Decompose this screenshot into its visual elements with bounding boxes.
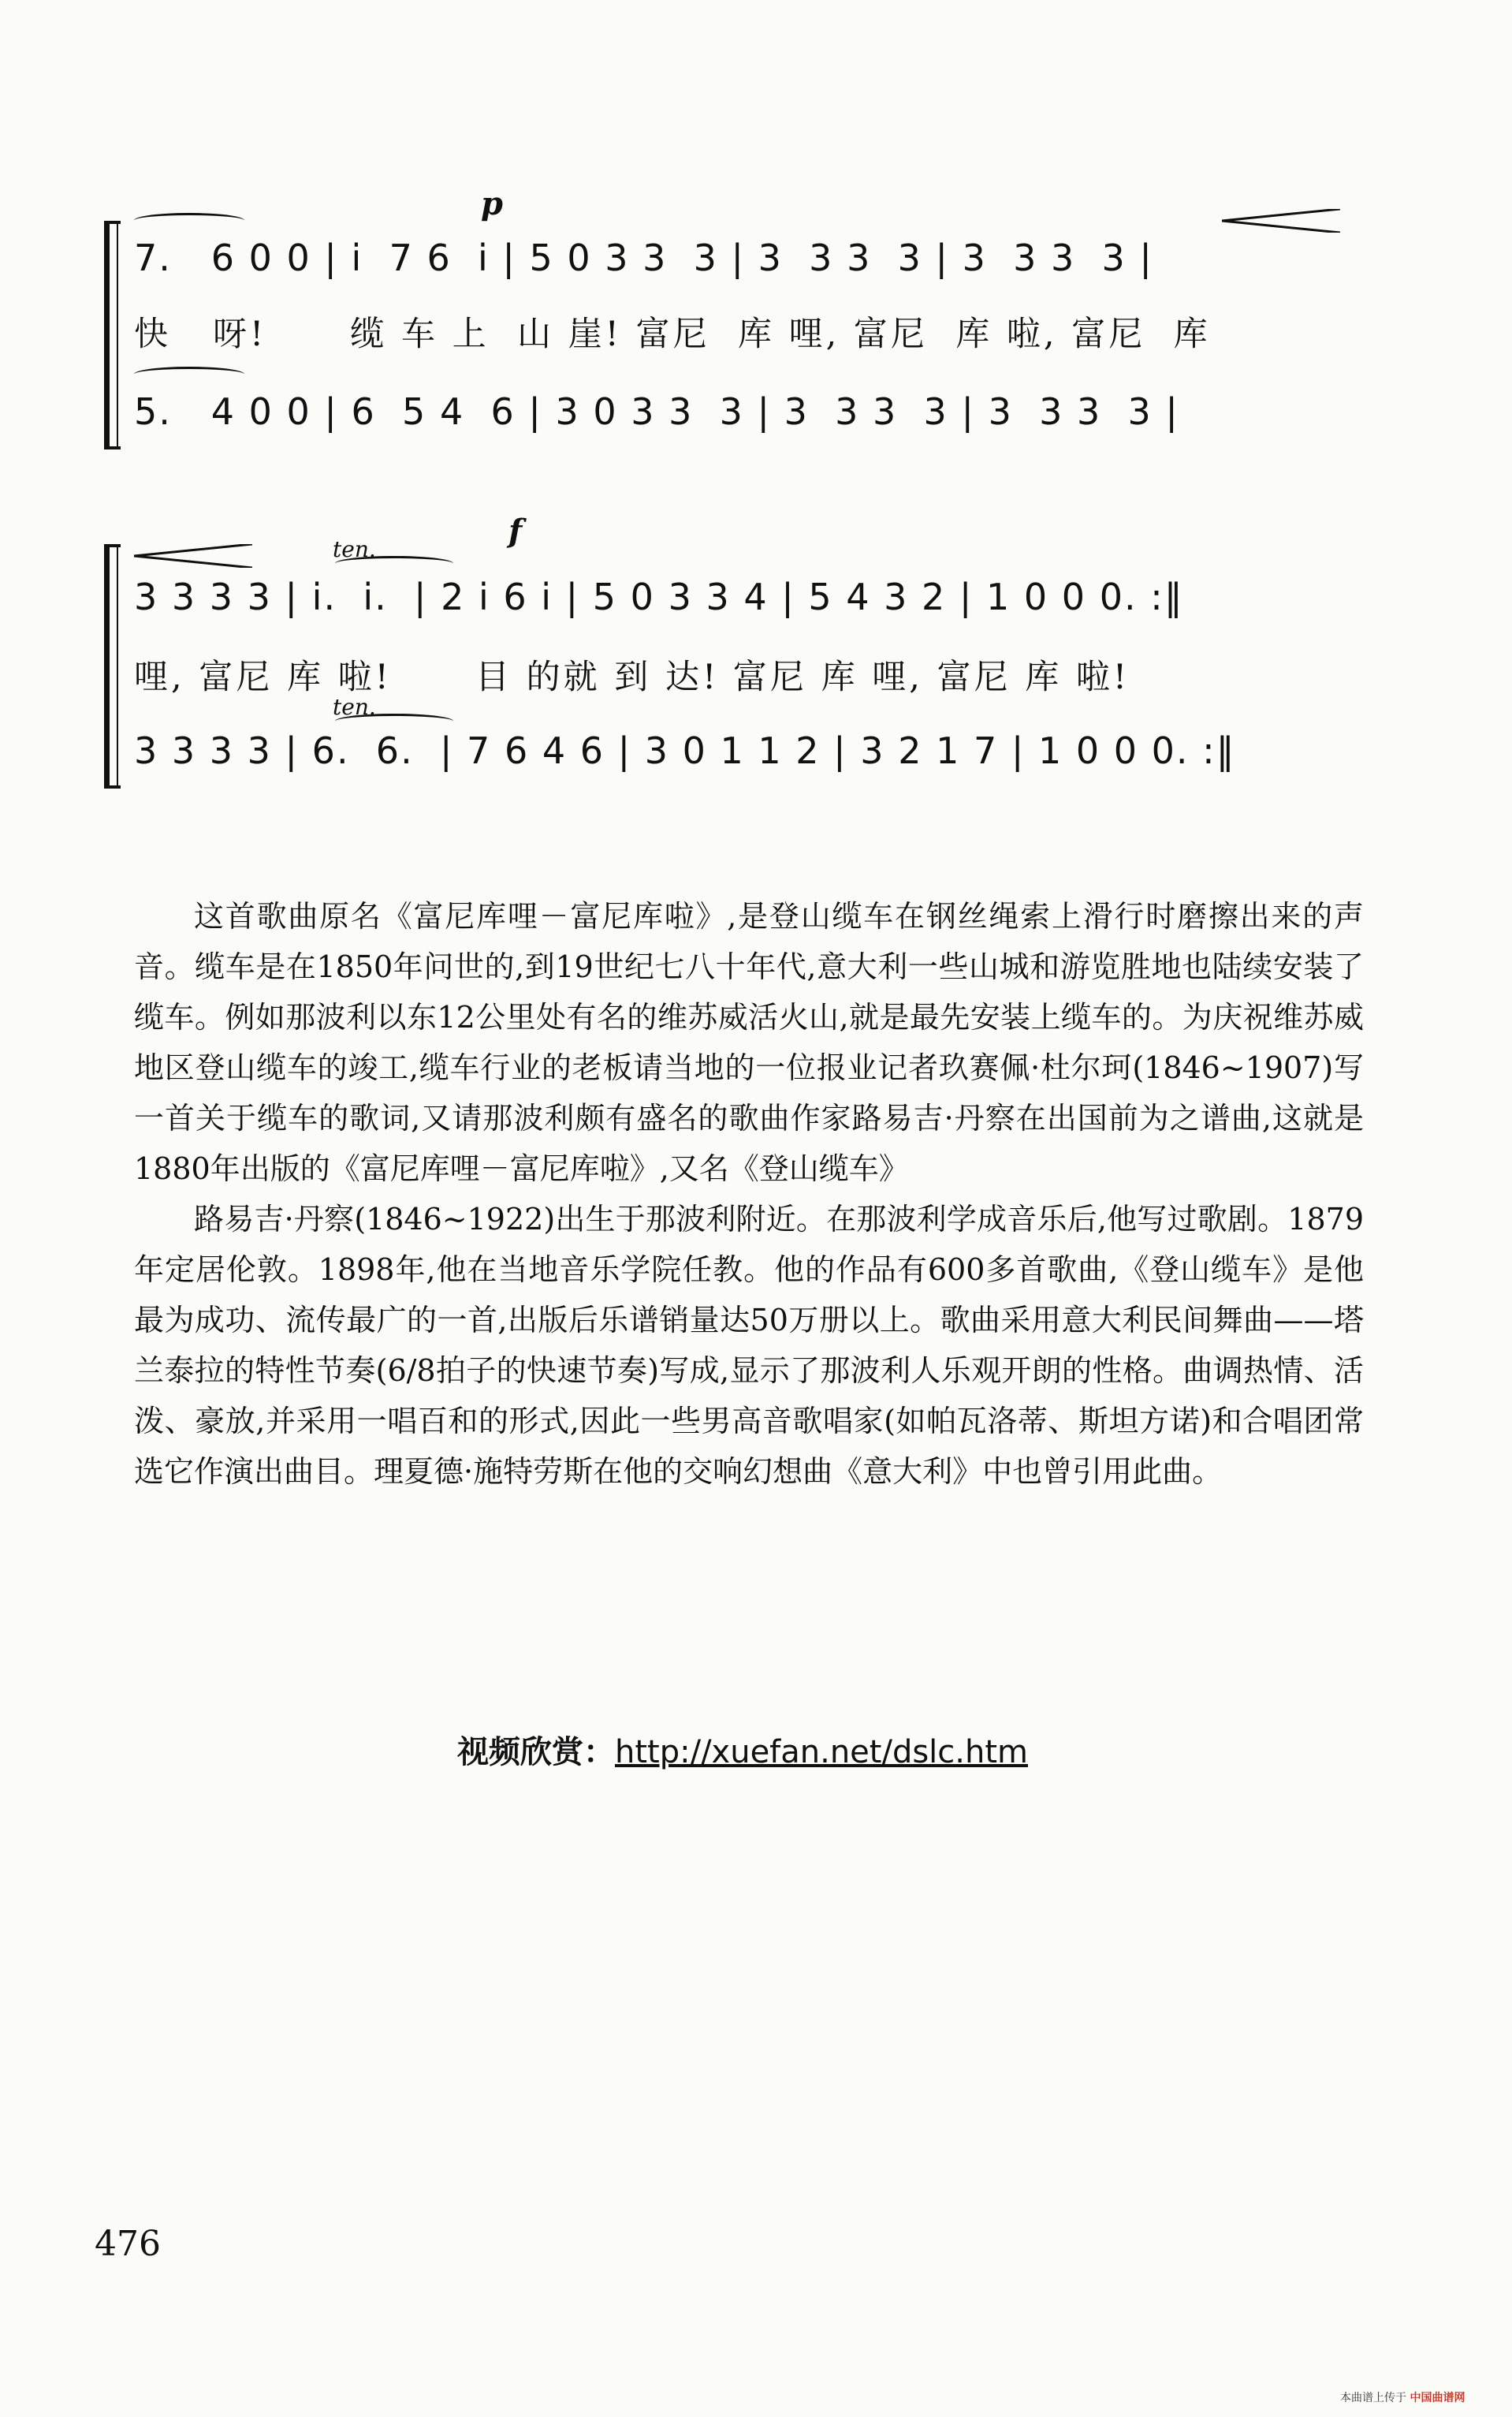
footer-credit [1340, 2389, 1465, 2405]
slur [134, 213, 244, 228]
crescendo-hairpin [134, 544, 252, 568]
video-label: 视频欣赏： [457, 1734, 615, 1770]
video-link[interactable]: http://xuefan.net/dslc.htm [615, 1734, 1029, 1770]
dynamic-marking: p [481, 185, 503, 222]
video-line [457, 1727, 1028, 1772]
lyrics-line: 快 呀! 缆 车 上 山 崖! 富尼 库 哩, 富尼 库 啦, 富尼 库 [134, 315, 1211, 354]
lyrics-line: 哩, 富尼 库 啦! 目 的就 到 达! 富尼 库 哩, 富尼 库 啦! [134, 658, 1130, 697]
tenuto-label: ten. [333, 536, 376, 562]
score-system-2 [118, 513, 1348, 796]
article-paragraph: 路易吉·丹察(1846~1922)出生于那波利附近。在那波利学成音乐后,他写过歌剧。1879年定居伦敦。1898年,他在当地音乐学院任教。他的作品有600多首歌曲,《登山缆车》是他最为成功、流传最广的一首,出版后乐谱销量达50万册以上。歌曲采用意大利民间舞曲——塔兰泰拉的特性节奏(6/8拍子的快速节奏)写成,显示了那波利人乐观开朗的性格。曲调热情、活泼、豪放,并采用一唱百和的形式,因此一些男高音歌唱家(如帕瓦洛蒂、斯坦方诺)和合唱团常选它作演出曲目。理夏德·施特劳斯在他的交响幻想曲《意大利》中也曾引用此曲。 [134, 1202, 1364, 1489]
score-system-1 [118, 185, 1348, 457]
slur [335, 714, 453, 729]
top-voice-notes: 3 3 3 3 | i. i. | 2 i 6 i | 5 0 3 3 4 | 5 4 3 2 | 1 0 0 0. :‖ [134, 576, 1184, 618]
dynamic-marking: f [508, 513, 523, 550]
bottom-voice-notes: 3 3 3 3 | 6. 6. | 7 6 4 6 | 3 0 1 1 2 | 3 2 1 7 | 1 0 0 0. :‖ [134, 729, 1236, 772]
crescendo-hairpin [1222, 209, 1340, 233]
footer-text: 本曲谱上传于 [1340, 2392, 1406, 2404]
page-number: 476 [95, 2224, 161, 2264]
article-paragraph: 这首歌曲原名《富尼库哩－富尼库啦》,是登山缆车在钢丝绳索上滑行时磨擦出来的声音。缆车是在1850年问世的,到19世纪七八十年代,意大利一些山城和游览胜地也陆续安装了缆车。例如那波利以东12公里处有名的维苏威活火山,就是最先安装上缆车的。为庆祝维苏威地区登山缆车的竣工,缆车行业的老板请当地的一位报业记者玖赛佩·杜尔珂(1846~1907)写一首关于缆车的歌词,又请那波利颇有盛名的歌曲作家路易吉·丹察在出国前为之谱曲,这就是1880年出版的《富尼库哩－富尼库啦》,又名《登山缆车》 [134, 899, 1364, 1186]
top-voice-notes: 7. 6 0 0 | i 7 6 i | 5 0 3 3 3 | 3 3 3 3 | 3 3 3 3 | [134, 237, 1153, 279]
staff-brace-line [117, 544, 118, 789]
article-body [134, 891, 1364, 1497]
footer-brand: 中国曲谱网 [1410, 2392, 1465, 2404]
slur [134, 367, 244, 382]
bottom-voice-notes: 5. 4 0 0 | 6 5 4 6 | 3 0 3 3 3 | 3 3 3 3 | 3 3 3 3 | [134, 390, 1179, 433]
slur [335, 556, 453, 571]
tenuto-label: ten. [333, 694, 376, 720]
staff-brace-line [117, 221, 118, 449]
